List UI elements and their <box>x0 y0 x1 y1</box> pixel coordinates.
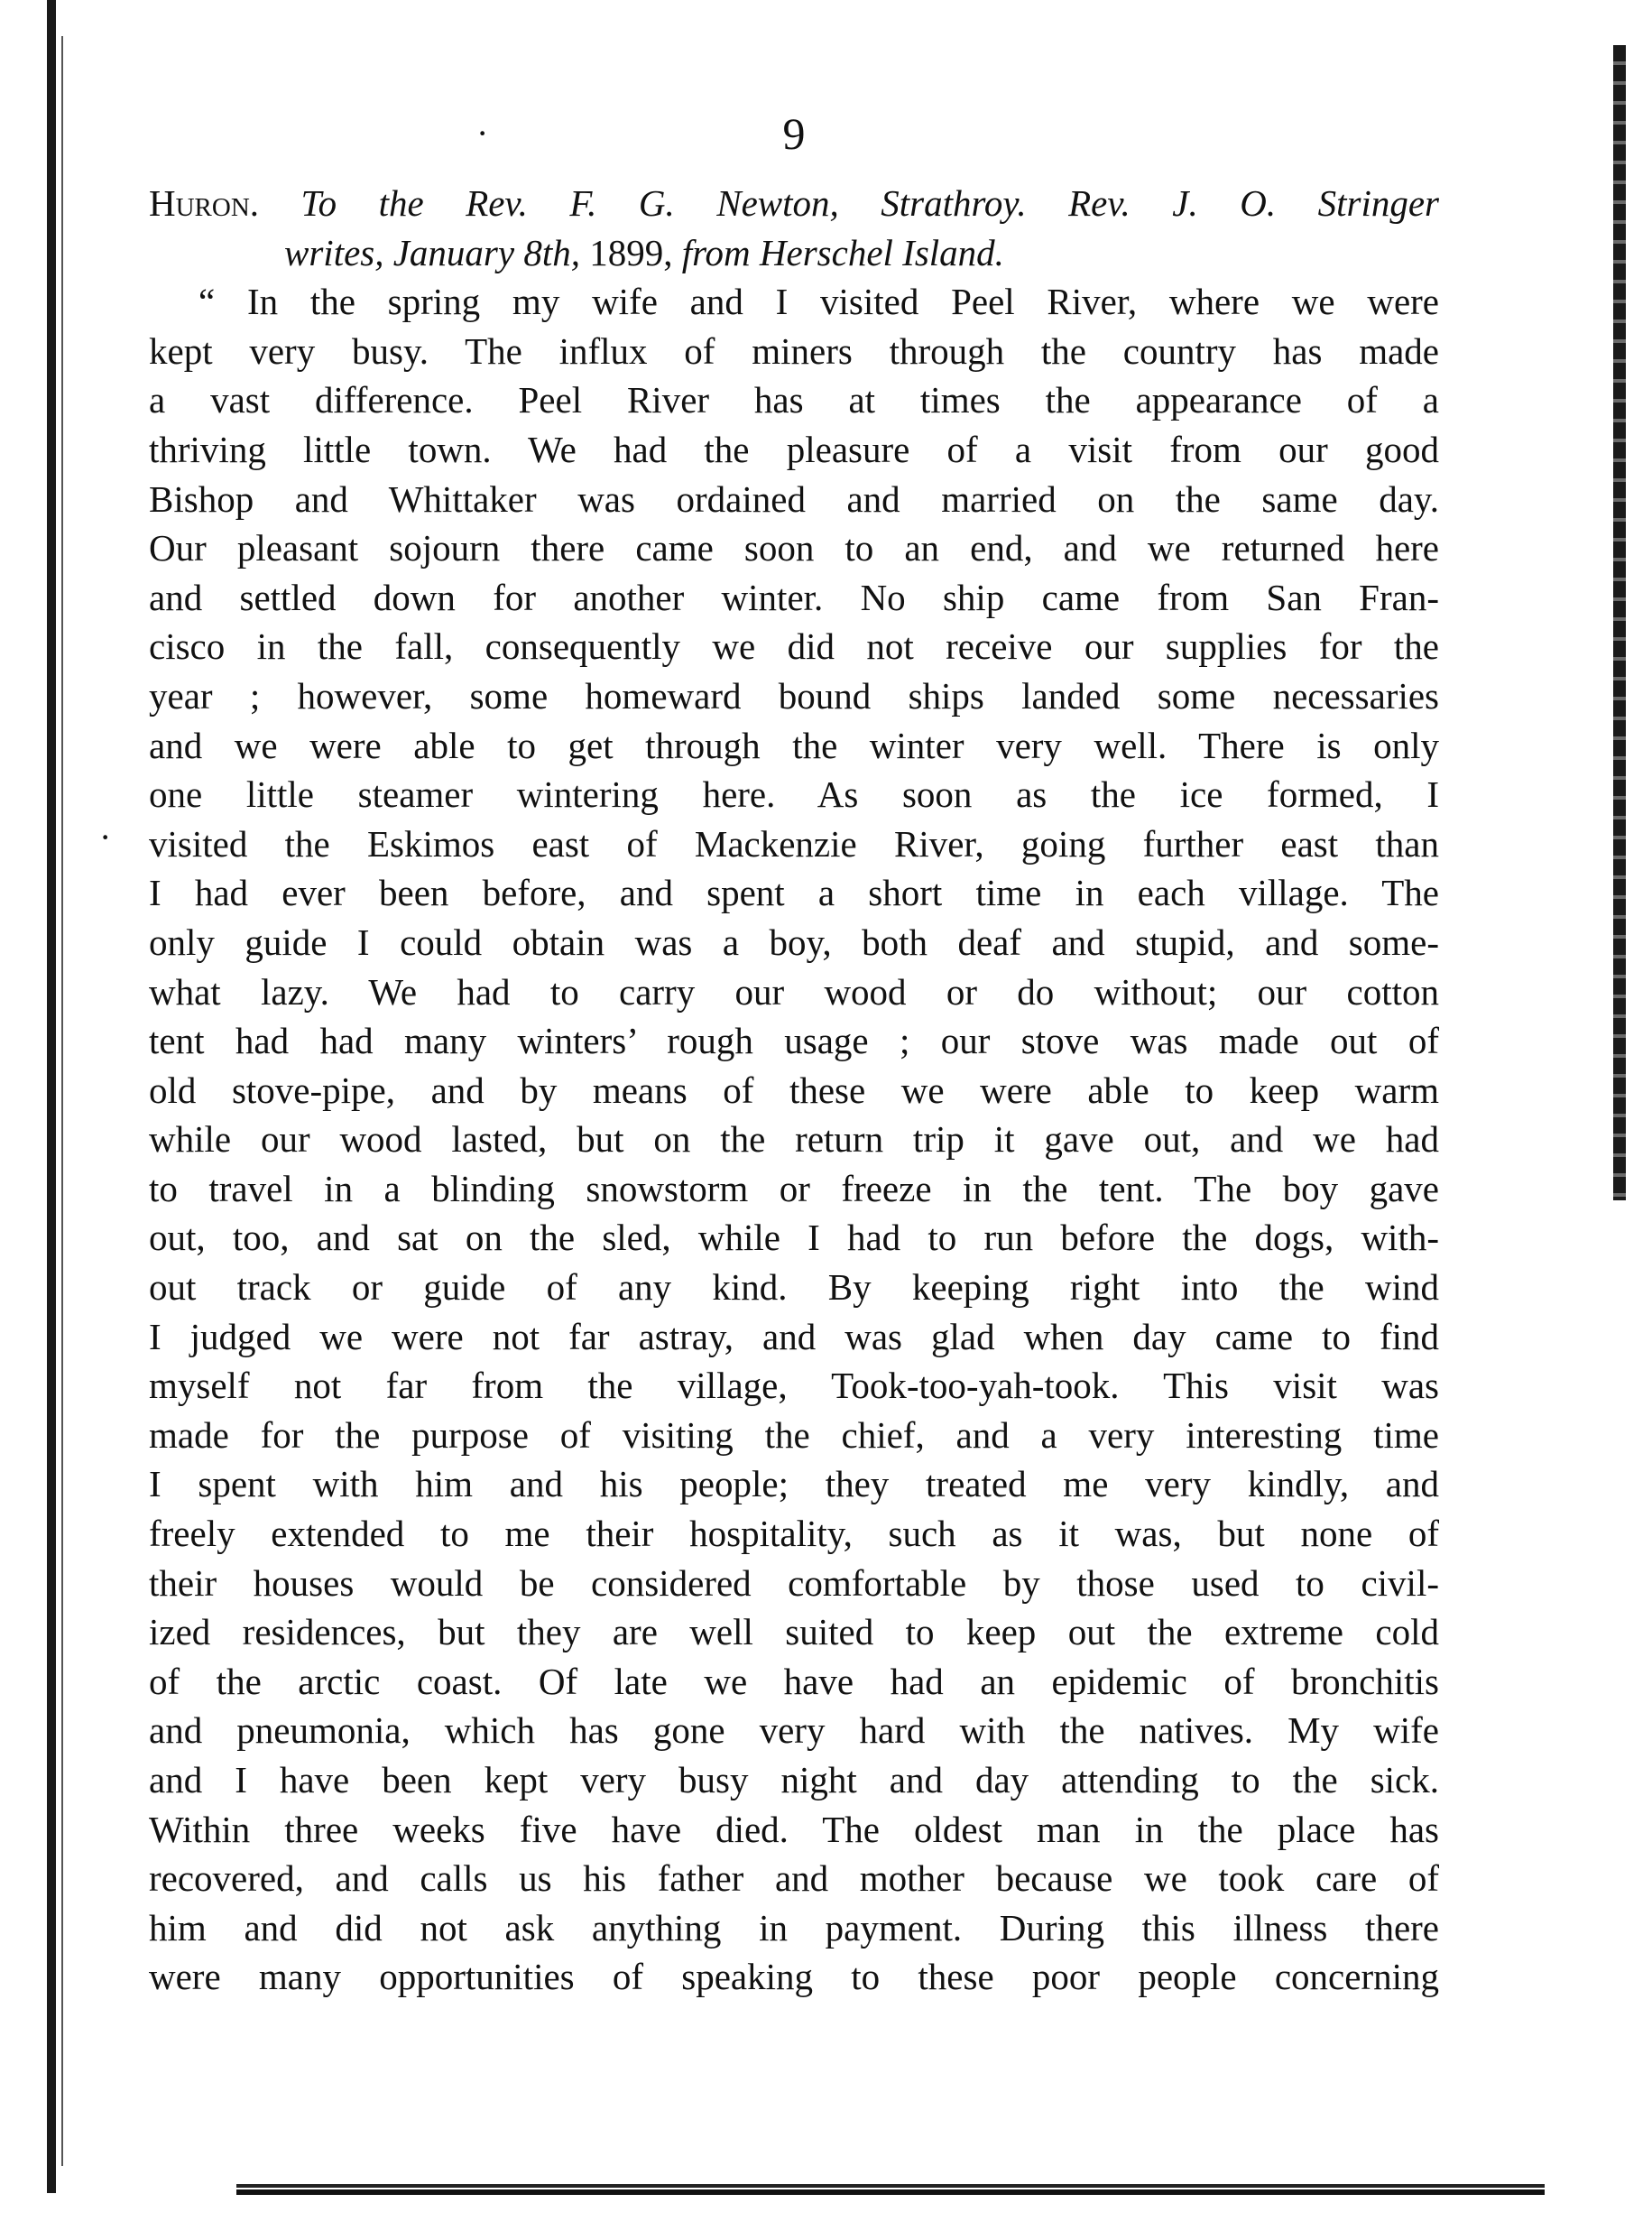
body-line: old stove-pipe, and by means of these we were able to keep warm <box>149 1069 1439 1111</box>
body-line: recovered, and calls us his father and mother because we took care of <box>149 1857 1439 1900</box>
body-line: out, too, and sat on the sled, while I had to run before the dogs, with- <box>149 1217 1439 1259</box>
left-binding-line <box>61 36 63 2166</box>
body-line: kept very busy. The influx of miners through the country has made <box>149 329 1439 372</box>
letter-year: 1899, <box>589 231 673 273</box>
body-line: I spent with him and his people; they treated me very kindly, and <box>149 1463 1439 1505</box>
body-line: only guide I could obtain was a boy, both deaf and stupid, and some- <box>149 921 1439 963</box>
letter-heading-line-2 <box>149 228 1439 278</box>
body-line: ized residences, but they are well suited to keep out the extreme cold <box>149 1611 1439 1653</box>
body-line: out track or guide of any kind. By keeping right into the wind <box>149 1266 1439 1309</box>
body-line: to travel in a blinding snowstorm or freeze in the tent. The boy gave <box>149 1167 1439 1209</box>
body-line: thriving little town. We had the pleasure of a visit from our good <box>149 428 1439 470</box>
body-line: one little steamer wintering here. As soon as the ice formed, I <box>149 773 1439 816</box>
body-line: freely extended to me their hospitality, such as it was, but none of <box>149 1513 1439 1555</box>
body-line: while our wood lasted, but on the return trip it gave out, and we had <box>149 1118 1439 1161</box>
body-line: Bishop and Whittaker was ordained and married on the same day. <box>149 477 1439 520</box>
body-line: and pneumonia, which has gone very hard with the natives. My wife <box>149 1709 1439 1752</box>
body-line: him and did not ask anything in payment. During this illness there <box>149 1906 1439 1949</box>
scan-speck: · <box>476 113 489 153</box>
page-text <box>149 179 1439 2002</box>
diocese-name: Huron. <box>149 182 260 224</box>
body-line: made for the purpose of visiting the chief, and a very interesting time <box>149 1413 1439 1456</box>
body-line: year ; however, some homeward bound ships landed some necessaries <box>149 674 1439 717</box>
body-line: Within three weeks five have died. The oldest man in the place has <box>149 1808 1439 1850</box>
right-scan-edge <box>1613 45 1626 1200</box>
body-line: what lazy. We had to carry our wood or do without; our cotton <box>149 970 1439 1013</box>
letter-heading-line-1 <box>149 179 1439 228</box>
bottom-rule <box>236 2184 1545 2195</box>
body-line: and I have been kept very busy night and day attending to the sick. <box>149 1759 1439 1801</box>
body-line: “ In the spring my wife and I visited Peel River, where we were <box>198 281 1439 323</box>
letter-date: writes, January 8th, <box>284 231 580 273</box>
left-binding-edge <box>47 0 56 2193</box>
margin-speck: · <box>99 817 112 857</box>
body-line: I judged we were not far astray, and was glad when day came to find <box>149 1315 1439 1357</box>
body-line: visited the Eskimos east of Mackenzie River, going further east than <box>149 822 1439 865</box>
body-line: myself not far from the village, Took-too-yah-took. This visit was <box>149 1365 1439 1407</box>
body-line: cisco in the fall, consequently we did not receive our supplies for the <box>149 625 1439 668</box>
body-line: Our pleasant sojourn there came soon to an end, and we returned here <box>149 527 1439 569</box>
body-line: I had ever been before, and spent a short time in each village. The <box>149 872 1439 914</box>
body-line: and settled down for another winter. No ship came from San Fran- <box>149 576 1439 618</box>
body-line: were many opportunities of speaking to these poor people concerning <box>149 1956 1439 1998</box>
page-number: 9 <box>782 108 806 159</box>
addressee: To the Rev. F. G. Newton, Strathroy. Rev. J. O. Stringer <box>300 182 1439 224</box>
body-line: of the arctic coast. Of late we have had an epidemic of bronchitis <box>149 1660 1439 1702</box>
body-line: a vast difference. Peel River has at times the appearance of a <box>149 379 1439 421</box>
body-line: tent had had many winters’ rough usage ; our stove was made out of <box>149 1020 1439 1062</box>
body-line: their houses would be considered comfortable by those used to civil- <box>149 1561 1439 1604</box>
letter-origin: from Herschel Island. <box>681 231 1004 273</box>
body-line: and we were able to get through the winter very well. There is only <box>149 724 1439 766</box>
